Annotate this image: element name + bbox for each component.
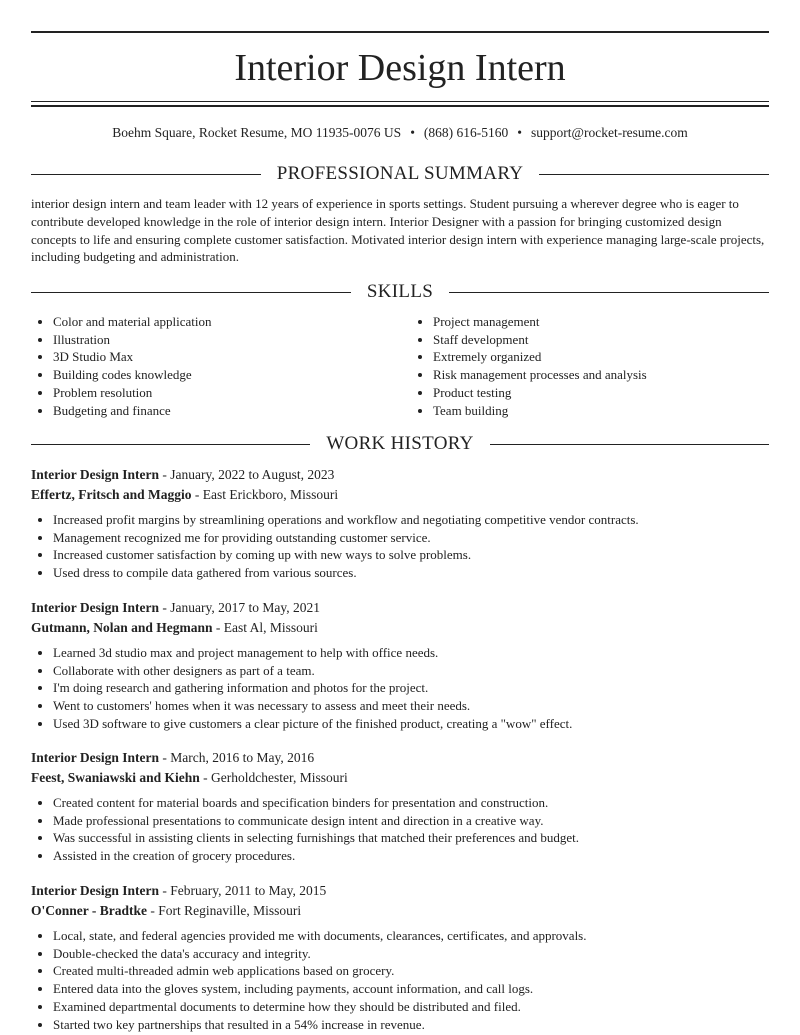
skill-item: • Staff development: [433, 331, 769, 349]
skill-item: • 3D Studio Max: [53, 348, 389, 366]
heading-rule: [31, 174, 261, 175]
job-location: - East Al, Missouri: [212, 619, 318, 635]
header-rule-thick: [31, 105, 769, 107]
work-history-heading-title: WORK HISTORY: [326, 433, 474, 454]
skills-heading: [31, 280, 769, 304]
skills-list: [31, 313, 769, 419]
summary-heading: [31, 162, 769, 186]
contact-address: Boehm Square, Rocket Resume, MO 11935-0076 US: [112, 125, 402, 140]
job-entry: [31, 598, 769, 733]
contact-email: support@rocket-resume.com: [531, 125, 688, 140]
skill-item: • Project management: [433, 313, 769, 331]
contact-phone: (868) 616-5160: [423, 125, 509, 140]
summary-text: interior design intern and team leader with 12 years of experience in sports settings. Student pursuing a wherever degree who is eager to contribute developed knowledge in the role of interior design intern. Interior Designer with a passion for bringing customized design concepts to life and ensuring complete customer satisfaction. Motivated interior design intern with experience managing large-scale projects, including budgeting and administration.: [31, 196, 765, 265]
job-dates: - January, 2017 to May, 2021: [159, 600, 320, 615]
skills-column-left: [31, 313, 389, 419]
job-company: Feest, Swaniawski and Kiehn: [31, 769, 200, 785]
heading-rule: [539, 174, 769, 175]
job-bullet: • Used 3D software to give customers a clear picture of the finished product, creating a "wow" effect.: [53, 715, 769, 733]
job-bullet: • I'm doing research and gathering information and photos for the project.: [53, 679, 769, 697]
job-title-line: [31, 748, 769, 768]
job-bullet: • Collaborate with other designers as part of a team.: [53, 662, 769, 680]
job-bullet: • Learned 3d studio max and project management to help with office needs.: [53, 644, 769, 662]
header-rule-thin: [31, 101, 769, 102]
skill-item: • Illustration: [53, 331, 389, 349]
skills-column-right: [411, 313, 769, 419]
job-bullets: [31, 794, 769, 865]
job-bullet: • Made professional presentations to communicate design intent and direction in a creative way.: [53, 812, 769, 830]
job-bullet: • Entered data into the gloves system, including payments, account information, and call logs.: [53, 980, 769, 998]
job-company-line: [31, 618, 769, 638]
job-entry: [31, 881, 769, 1033]
job-company: Gutmann, Nolan and Hegmann: [31, 619, 213, 635]
summary-heading-title: PROFESSIONAL SUMMARY: [276, 163, 524, 184]
job-bullet: • Was successful in assisting clients in selecting furnishings that matched their preferences and budget.: [53, 829, 769, 847]
skill-item: • Product testing: [433, 384, 769, 402]
job-company: Effertz, Fritsch and Maggio: [31, 486, 192, 502]
job-bullet: • Created multi-threaded admin web applications based on grocery.: [53, 962, 769, 980]
contact-line: [31, 124, 769, 142]
heading-rule: [31, 444, 310, 445]
job-title-line: [31, 881, 769, 901]
job-bullet: • Started two key partnerships that resulted in a 54% increase in revenue.: [53, 1016, 769, 1034]
job-bullet: • Local, state, and federal agencies provided me with documents, clearances, certificates, and approvals.: [53, 927, 769, 945]
skill-item: • Team building: [433, 402, 769, 420]
job-company: O'Conner - Bradtke: [31, 902, 148, 918]
contact-separator: •: [410, 125, 415, 140]
job-bullet: • Assisted in the creation of grocery procedures.: [53, 847, 769, 865]
job-bullet: • Used dress to compile data gathered from various sources.: [53, 564, 769, 582]
job-bullet: • Examined departmental documents to determine how they should be distributed and filed.: [53, 998, 769, 1016]
work-history-heading: [31, 432, 769, 456]
job-bullet: • Increased customer satisfaction by coming up with new ways to solve problems.: [53, 546, 769, 564]
job-title-line: [31, 598, 769, 618]
job-title: Interior Design Intern: [31, 750, 159, 765]
skill-item: • Budgeting and finance: [53, 402, 389, 420]
contact-separator: •: [517, 125, 523, 140]
job-entry: [31, 465, 769, 582]
heading-rule: [490, 444, 769, 445]
job-company-line: [31, 768, 769, 788]
heading-rule: [31, 292, 351, 293]
heading-rule: [449, 292, 769, 293]
job-title-line: [31, 465, 769, 485]
job-bullet: • Management recognized me for providing outstanding customer service.: [53, 529, 769, 547]
job-title: Interior Design Intern: [31, 600, 159, 615]
job-bullets: [31, 927, 769, 1033]
skill-item: • Color and material application: [53, 313, 389, 331]
job-dates: - January, 2022 to August, 2023: [159, 467, 335, 482]
job-dates: - March, 2016 to May, 2016: [159, 750, 315, 765]
top-rule: [31, 31, 769, 33]
job-dates: - February, 2011 to May, 2015: [159, 883, 327, 898]
skill-item: • Building codes knowledge: [53, 366, 389, 384]
job-bullets: [31, 644, 769, 733]
job-bullet: • Went to customers' homes when it was necessary to assess and meet their needs.: [53, 697, 769, 715]
job-company-line: [31, 901, 769, 921]
job-entry: [31, 748, 769, 865]
job-location: - Fort Reginaville, Missouri: [147, 902, 302, 918]
job-title: Interior Design Intern: [31, 883, 159, 898]
job-location: - Gerholdchester, Missouri: [199, 769, 348, 785]
skill-item: • Extremely organized: [433, 348, 769, 366]
job-bullets: [31, 511, 769, 582]
job-bullet: • Increased profit margins by streamlining operations and workflow and negotiating competitive vendor contracts.: [53, 511, 769, 529]
skills-heading-title: SKILLS: [366, 281, 434, 302]
job-company-line: [31, 485, 769, 505]
job-bullet: • Created content for material boards and specification binders for presentation and construction.: [53, 794, 769, 812]
job-location: - East Erickboro, Missouri: [191, 486, 339, 502]
skill-item: • Problem resolution: [53, 384, 389, 402]
resume-name: Interior Design Intern: [234, 47, 566, 89]
skill-item: • Risk management processes and analysis: [433, 366, 769, 384]
job-bullet: • Double-checked the data's accuracy and integrity.: [53, 945, 769, 963]
job-title: Interior Design Intern: [31, 467, 159, 482]
